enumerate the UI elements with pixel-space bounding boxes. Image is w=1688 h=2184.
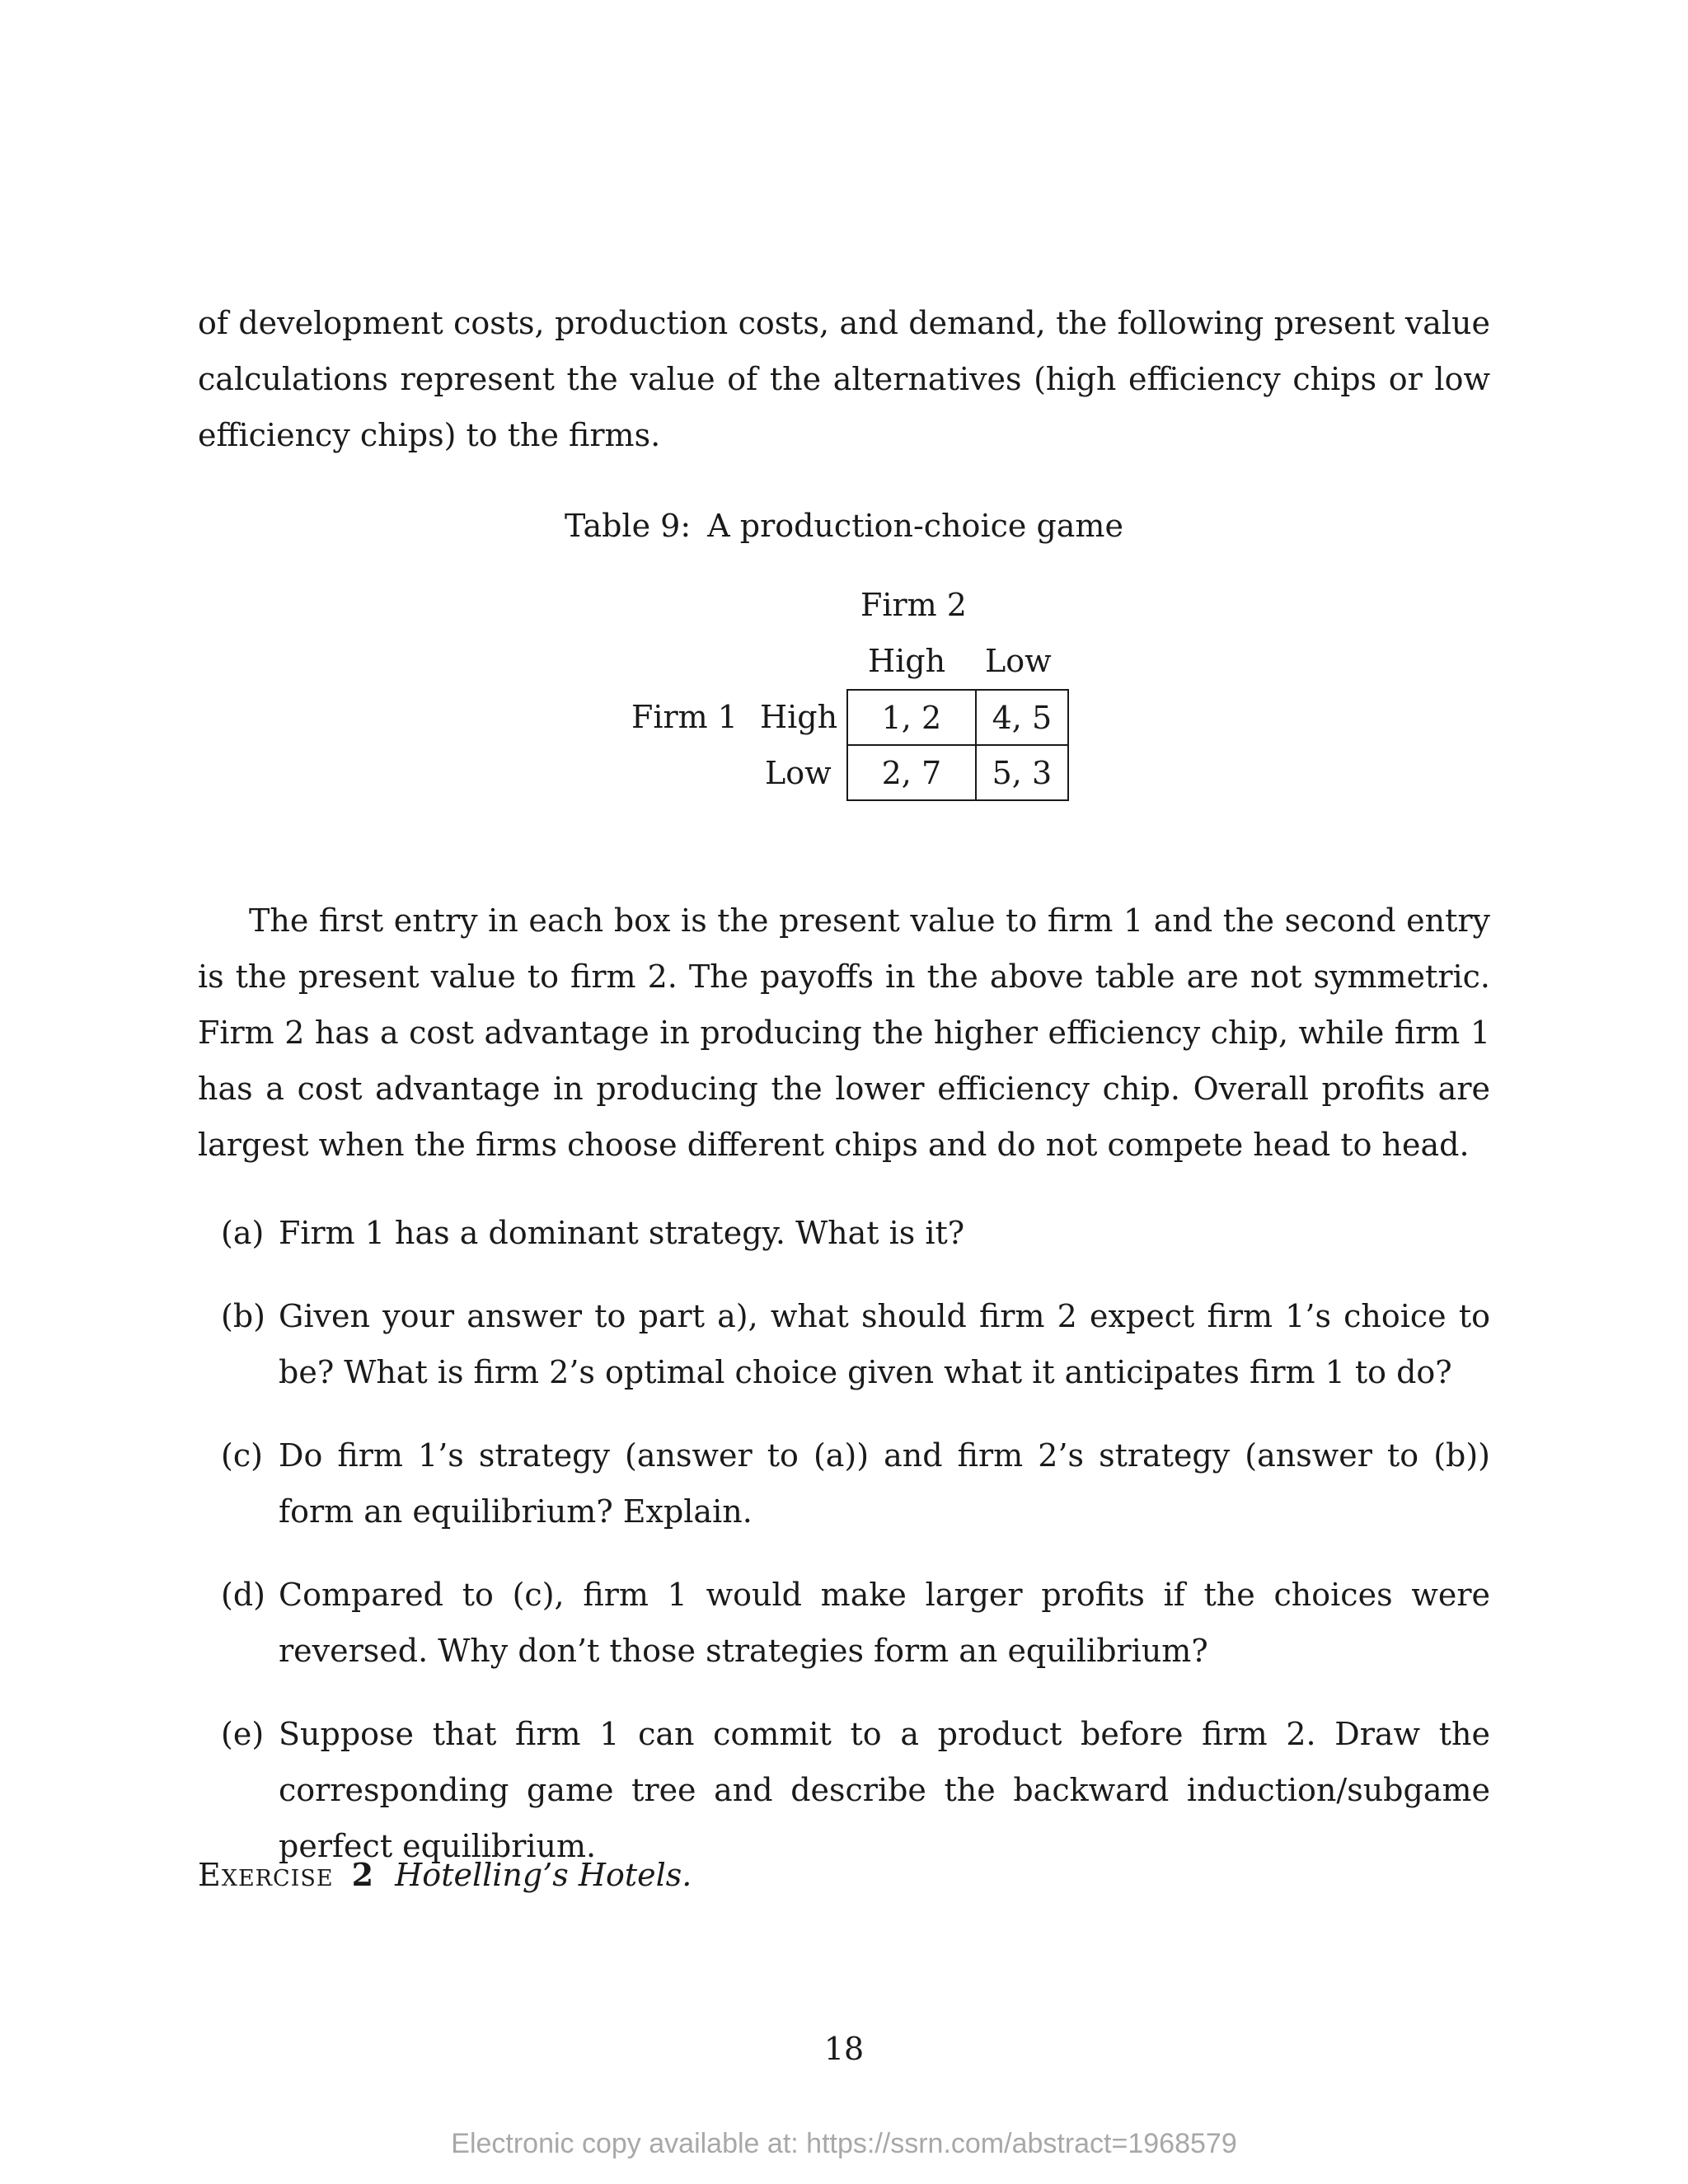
- question-text: Firm 1 has a dominant strategy. What is it?: [279, 1215, 965, 1251]
- column-player-label: Firm 2: [860, 587, 967, 623]
- question-marker: (b): [221, 1298, 265, 1334]
- page-number: 18: [823, 2031, 865, 2067]
- question-item: [198, 1567, 1490, 1679]
- exercise-title: Hotelling’s Hotels.: [395, 1857, 692, 1893]
- table-caption: [198, 498, 1490, 554]
- question-marker: (a): [221, 1215, 265, 1251]
- question-list: [198, 1205, 1490, 1901]
- question-item: [198, 1205, 1490, 1261]
- payoff-cell: 5, 3: [976, 745, 1068, 800]
- opening-paragraph: of development costs, production costs, and demand, the following present value calculations represent the value of the alternatives (high efficiency chips or low efficiency chips) to the firms.: [198, 305, 1490, 453]
- question-text: Suppose that firm 1 can commit to a product before firm 2. Draw the corresponding game tree and describe the backward induction/subgame perfect equilibrium.: [279, 1716, 1490, 1864]
- row-strategy-high: High: [760, 699, 838, 735]
- exercise-number: 2: [351, 1856, 374, 1893]
- question-item: [198, 1427, 1490, 1540]
- payoff-cell: 4, 5: [976, 690, 1068, 745]
- question-marker: (e): [221, 1716, 265, 1752]
- column-strategy-low: Low: [985, 643, 1052, 679]
- question-marker: (d): [221, 1577, 265, 1613]
- explanation-paragraph: The first entry in each box is the present value to firm 1 and the second entry is the present value to firm 2. The payoffs in the above table are not symmetric. Firm 2 has a cost advantage in producing the higher efficiency chip, while firm 1 has a cost advantage in producing the lower efficiency chip. Overall profits are largest when the firms choose different chips and do not compete head to head.: [198, 902, 1490, 1163]
- payoff-cell: 1, 2: [847, 690, 976, 745]
- row-player-label: Firm 1: [631, 699, 738, 735]
- row-strategy-low: Low: [765, 755, 832, 791]
- question-marker: (c): [221, 1437, 263, 1474]
- payoff-grid: [846, 689, 1069, 801]
- exercise-word: Exercise: [198, 1857, 334, 1893]
- table-title: A production-choice game: [707, 508, 1123, 544]
- payoff-matrix: [198, 577, 1490, 824]
- question-item: [198, 1288, 1490, 1400]
- table-label: Table 9:: [565, 508, 692, 544]
- exercise-heading: [198, 1847, 692, 1903]
- payoff-row: [847, 690, 1068, 745]
- payoff-cell: 2, 7: [847, 745, 976, 800]
- ssrn-footer-watermark: Electronic copy available at: https://ssrn.com/abstract=1968579: [451, 2128, 1237, 2159]
- explanation-section: [198, 893, 1490, 1173]
- question-text: Compared to (c), firm 1 would make larger profits if the choices were reversed. Why don’t those strategies form an equilibrium?: [279, 1577, 1490, 1669]
- payoff-row: [847, 745, 1068, 800]
- question-text: Do firm 1’s strategy (answer to (a)) and firm 2’s strategy (answer to (b)) form an equilibrium? Explain.: [279, 1437, 1490, 1530]
- paper-page: [198, 0, 1490, 2184]
- question-text: Given your answer to part a), what should firm 2 expect firm 1’s choice to be? What is firm 2’s optimal choice given what it anticipates firm 1 to do?: [279, 1298, 1490, 1390]
- column-strategy-high: High: [868, 643, 946, 679]
